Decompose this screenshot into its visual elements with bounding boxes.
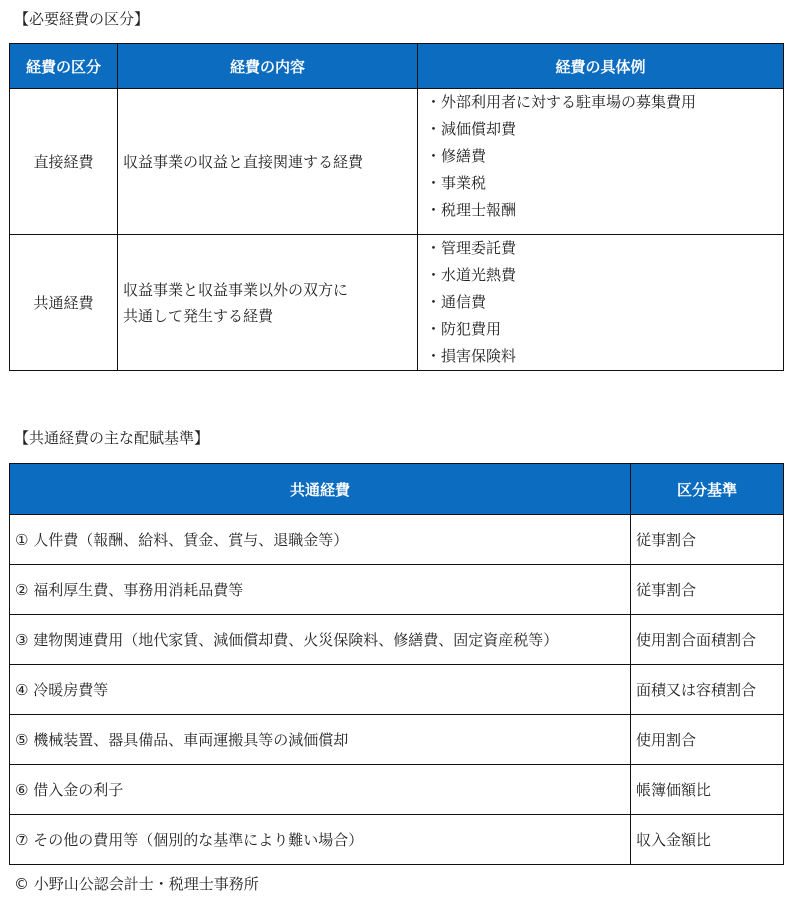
section2-heading: 【共通経費の主な配賦基準】 <box>14 429 210 447</box>
table-row <box>10 615 784 665</box>
expense-cell: ① 人件費（報酬、給料、賃金、賞与、退職金等） <box>10 515 631 565</box>
description-line: 収益事業と収益事業以外の双方に <box>123 280 349 299</box>
table-row <box>10 715 784 765</box>
table-row <box>10 815 784 865</box>
column-header: 経費の区分 <box>10 44 118 89</box>
example-item: ・損害保険料 <box>426 347 517 365</box>
expense-cell: ④ 冷暖房費等 <box>10 665 631 715</box>
example-item: ・通信費 <box>426 293 487 311</box>
description-cell <box>118 235 418 371</box>
column-header: 経費の具体例 <box>418 44 784 89</box>
category-cell: 直接経費 <box>10 89 118 235</box>
basis-cell: 面積又は容積割合 <box>631 665 784 715</box>
basis-cell: 従事割合 <box>631 565 784 615</box>
column-header: 共通経費 <box>10 464 631 515</box>
basis-cell: 収入金額比 <box>631 815 784 865</box>
table-row <box>10 235 784 371</box>
category-cell: 共通経費 <box>10 235 118 371</box>
examples-cell <box>418 235 784 371</box>
allocation-basis-table <box>9 463 784 865</box>
table-header-row <box>10 44 784 89</box>
example-item: ・減価償却費 <box>426 120 517 138</box>
table-row <box>10 665 784 715</box>
copyright-footer: © 小野山公認会計士・税理士事務所 <box>14 875 259 893</box>
example-item: ・防犯費用 <box>426 320 502 338</box>
example-item: ・修繕費 <box>426 147 487 165</box>
basis-cell: 使用割合面積割合 <box>631 615 784 665</box>
table-row <box>10 565 784 615</box>
column-header: 区分基準 <box>631 464 784 515</box>
example-item: ・外部利用者に対する駐車場の募集費用 <box>426 93 697 111</box>
expense-cell: ③ 建物関連費用（地代家賃、減価償却費、火災保険料、修繕費、固定資産税等） <box>10 615 631 665</box>
section1-heading: 【必要経費の区分】 <box>14 10 150 28</box>
examples-cell <box>418 89 784 235</box>
description-line: 共通して発生する経費 <box>123 306 274 325</box>
example-item: ・管理委託費 <box>426 239 517 257</box>
basis-cell: 使用割合 <box>631 715 784 765</box>
basis-cell: 帳簿価額比 <box>631 765 784 815</box>
basis-cell: 従事割合 <box>631 515 784 565</box>
description-cell: 収益事業の収益と直接関連する経費 <box>118 89 418 235</box>
column-header: 経費の内容 <box>118 44 418 89</box>
expense-category-table <box>9 43 784 371</box>
expense-cell: ⑥ 借入金の利子 <box>10 765 631 815</box>
example-item: ・水道光熱費 <box>426 266 517 284</box>
expense-cell: ⑦ その他の費用等（個別的な基準により難い場合） <box>10 815 631 865</box>
example-item: ・事業税 <box>426 174 487 192</box>
expense-cell: ② 福利厚生費、事務用消耗品費等 <box>10 565 631 615</box>
table-header-row <box>10 464 784 515</box>
table-row <box>10 765 784 815</box>
expense-cell: ⑤ 機械装置、器具備品、車両運搬具等の減価償却 <box>10 715 631 765</box>
table-row <box>10 515 784 565</box>
example-item: ・税理士報酬 <box>426 201 517 219</box>
table-row <box>10 89 784 235</box>
